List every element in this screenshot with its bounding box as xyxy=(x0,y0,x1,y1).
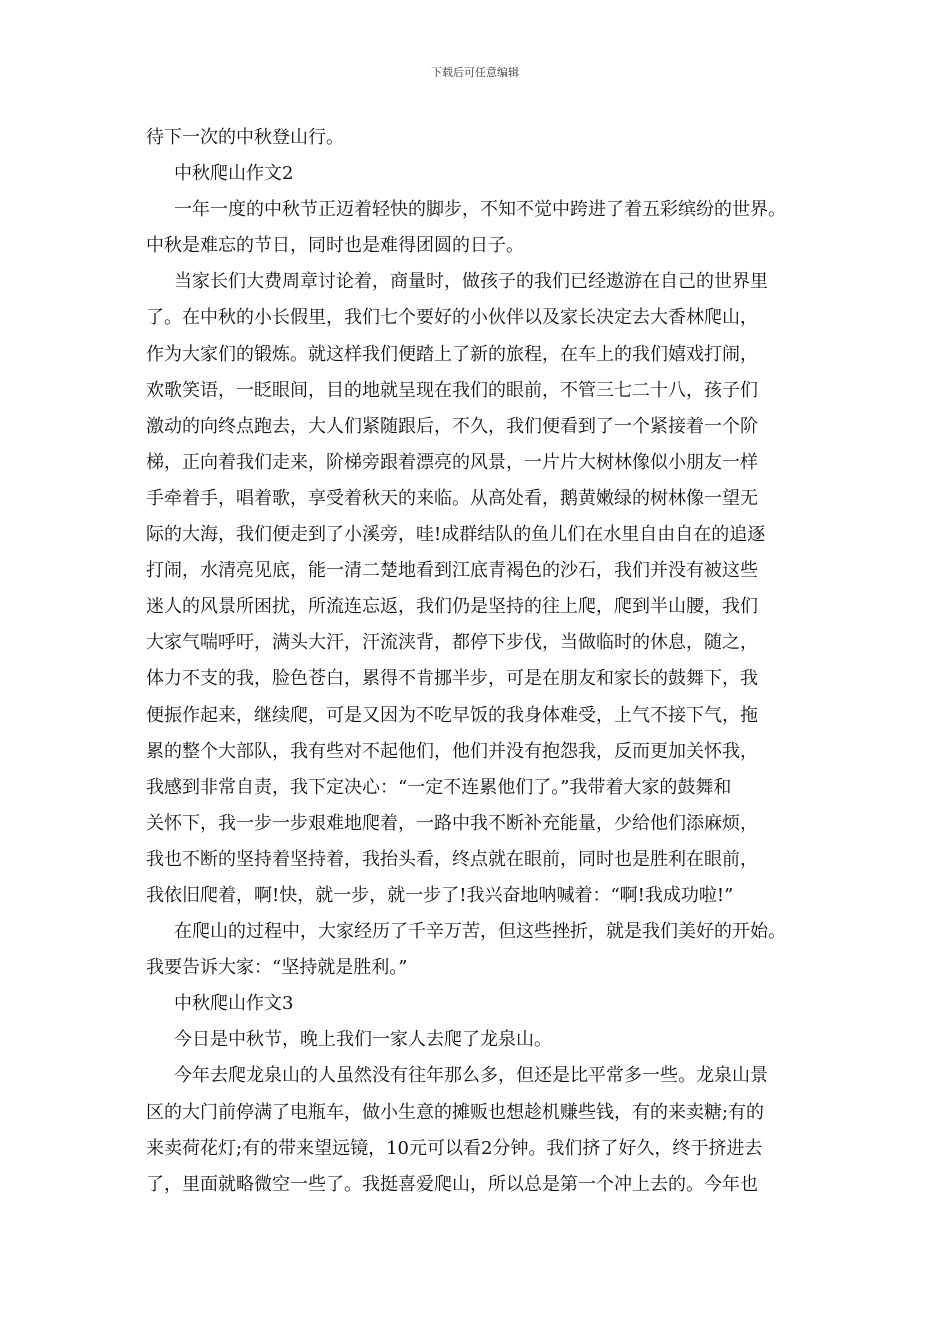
text-line: 我感到非常自责，我下定决心：“一定不连累他们了。”我带着大家的鼓舞和 xyxy=(146,776,732,798)
text-line: 关怀下，我一步一步艰难地爬着，一路中我不断补充能量，少给他们添麻烦， xyxy=(146,812,758,834)
text-line: 梯，正向着我们走来，阶梯旁跟着漂亮的风景，一片片大树林像似小朋友一样 xyxy=(146,451,758,473)
text-line: 体力不支的我，脸色苍白，累得不肯挪半步，可是在朋友和家长的鼓舞下，我 xyxy=(146,668,758,690)
document-body xyxy=(146,120,826,1203)
text-line: 激动的向终点跑去，大人们紧随跟后，不久，我们便看到了一个紧接着一个阶 xyxy=(146,415,758,437)
text-line: 我依旧爬着，啊!快，就一步，就一步了!我兴奋地呐喊着：“啊!我成功啦!” xyxy=(146,884,734,906)
text-line: 迷人的风景所困扰，所流连忘返，我们仍是坚持的往上爬，爬到半山腰，我们 xyxy=(146,596,758,618)
text-line: 作为大家们的锻炼。就这样我们便踏上了新的旅程，在车上的我们嬉戏打闹， xyxy=(146,343,758,365)
text-line: 在爬山的过程中，大家经历了千辛万苦，但这些挫折，就是我们美好的开始。 xyxy=(174,921,786,943)
text-line: 今日是中秋节，晚上我们一家人去爬了龙泉山。 xyxy=(174,1029,552,1051)
text-line: 打闹，水清亮见底，能一清二楚地看到江底青褐色的沙石，我们并没有被这些 xyxy=(146,560,758,582)
text-line: 待下一次的中秋登山行。 xyxy=(146,127,344,148)
text-line: 累的整个大部队，我有些对不起他们，他们并没有抱怨我，反而更加关怀我， xyxy=(146,740,758,762)
text-line: 我也不断的坚持着坚持着，我抬头看，终点就在眼前，同时也是胜利在眼前， xyxy=(146,848,758,870)
text-line: 区的大门前停满了电瓶车，做小生意的摊贩也想趁机赚些钱，有的来卖糖;有的 xyxy=(146,1101,765,1123)
text-line: 了。在中秋的小长假里，我们七个要好的小伙伴以及家长决定去大香林爬山， xyxy=(146,307,758,329)
text-line: 手牵着手，唱着歌，享受着秋天的来临。从高处看，鹅黄嫩绿的树林像一望无 xyxy=(146,487,758,509)
text-line: 当家长们大费周章讨论着，商量时，做孩子的我们已经遨游在自己的世界里 xyxy=(174,271,768,293)
text-line: 今年去爬龙泉山的人虽然没有往年那么多，但还是比平常多一些。龙泉山景 xyxy=(174,1065,768,1087)
text-line: 来卖荷花灯;有的带来望远镜，10元可以看2分钟。我们挤了好久，终于挤进去 xyxy=(146,1137,763,1159)
text-line: 了，里面就略微空一些了。我挺喜爱爬山，所以总是第一个冲上去的。今年也 xyxy=(146,1173,758,1195)
text-line: 我要告诉大家：“坚持就是胜利。” xyxy=(146,957,408,979)
text-line: 大家气喘呼吁，满头大汗，汗流浃背，都停下步伐，当做临时的休息，随之， xyxy=(146,632,758,654)
text-line: 中秋爬山作文3 xyxy=(174,993,294,1015)
text-line: 中秋是难忘的节日，同时也是难得团圆的日子。 xyxy=(146,235,524,257)
text-line: 际的大海，我们便走到了小溪旁，哇!成群结队的鱼儿们在水里自由自在的追逐 xyxy=(146,524,766,546)
text-line: 一年一度的中秋节正迈着轻快的脚步，不知不觉中跨进了着五彩缤纷的世界。 xyxy=(174,199,786,221)
page-header-note: 下载后可任意编辑 xyxy=(431,66,519,79)
text-line: 欢歌笑语，一眨眼间，目的地就呈现在我们的眼前，不管三七二十八，孩子们 xyxy=(146,379,758,401)
text-line: 中秋爬山作文2 xyxy=(174,163,294,185)
text-line: 便振作起来，继续爬，可是又因为不吃早饭的我身体难受，上气不接下气，拖 xyxy=(146,704,758,726)
